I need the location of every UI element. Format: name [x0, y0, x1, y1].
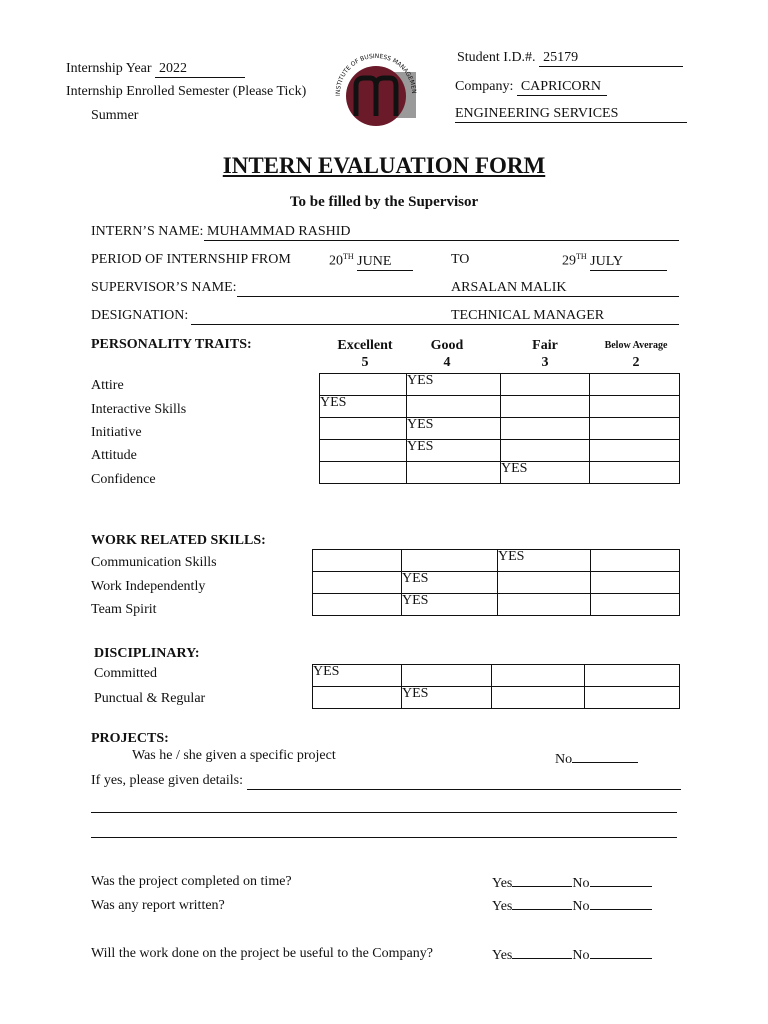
rating-cell[interactable]	[585, 665, 680, 687]
rating-cell[interactable]	[590, 462, 680, 484]
table-row	[313, 550, 680, 572]
company-line-2	[455, 106, 687, 123]
period-from-day: 20	[329, 253, 343, 269]
project-details-label: If yes, please given details:	[91, 773, 244, 788]
student-id-label: Student I.D.#.	[457, 50, 536, 65]
rating-cell[interactable]	[313, 572, 402, 594]
form-subtitle: To be filled by the Supervisor	[289, 194, 479, 210]
trait-label: Initiative	[91, 425, 142, 440]
project-specific-no[interactable]	[555, 748, 638, 768]
trait-label: Confidence	[91, 472, 156, 487]
trait-label: Attire	[91, 378, 124, 393]
period-label: PERIOD OF INTERNSHIP FROM	[91, 252, 291, 267]
rating-cell[interactable]	[492, 665, 585, 687]
company-value-1[interactable]: CAPRICORN	[517, 79, 607, 96]
period-from-month: JUNE	[357, 254, 413, 271]
table-row	[313, 572, 680, 594]
disciplinary-table	[312, 664, 680, 709]
rating-cell[interactable]	[501, 396, 590, 418]
period-to[interactable]	[562, 252, 667, 271]
no-label: No	[572, 899, 590, 914]
designation-line	[191, 324, 679, 325]
yes-blank[interactable]	[512, 895, 572, 910]
intern-name-line	[204, 240, 679, 241]
rating-cell[interactable]	[591, 550, 680, 572]
rating-cell[interactable]	[492, 687, 585, 709]
skill-label: Work Independently	[91, 579, 206, 594]
rating-cell[interactable]: YES	[320, 396, 407, 418]
period-from[interactable]	[329, 252, 413, 271]
projects-heading: PROJECTS:	[91, 731, 169, 746]
table-row	[320, 396, 680, 418]
internship-year	[66, 61, 245, 78]
rating-cell[interactable]	[407, 396, 501, 418]
trait-label: Interactive Skills	[91, 402, 187, 417]
work-skills-table	[312, 549, 680, 616]
rating-excellent	[325, 337, 405, 371]
logo-text: INSTITUTE OF BUSINESS MANAGEMEN	[334, 52, 418, 97]
question-report-written: Was any report written?	[91, 898, 225, 913]
form-title: INTERN EVALUATION FORM	[222, 153, 546, 178]
intern-name-value[interactable]: MUHAMMAD RASHID	[207, 224, 351, 239]
rating-below-num: 2	[632, 355, 640, 370]
period-from-sup: TH	[343, 252, 354, 261]
rating-good-num: 4	[443, 355, 451, 370]
rating-cell[interactable]	[402, 665, 492, 687]
yes-label: Yes	[492, 899, 513, 914]
rating-cell[interactable]: YES	[402, 572, 498, 594]
rating-fair-label: Fair	[532, 338, 558, 353]
table-row	[313, 665, 680, 687]
rating-excellent-num: 5	[361, 355, 369, 370]
supervisor-label: SUPERVISOR’S NAME:	[91, 280, 237, 295]
rating-cell[interactable]	[501, 440, 590, 462]
rating-good	[407, 337, 487, 371]
rating-cell[interactable]	[313, 594, 402, 616]
student-id	[457, 50, 683, 67]
no-label: No	[572, 948, 590, 963]
project-question-specific: Was he / she given a specific project	[132, 748, 336, 763]
personality-heading: PERSONALITY TRAITS:	[91, 337, 252, 352]
trait-label: Attitude	[91, 448, 137, 463]
rating-cell[interactable]: YES	[313, 665, 402, 687]
yes-blank[interactable]	[512, 872, 572, 887]
no-blank[interactable]	[590, 944, 652, 959]
table-row	[320, 418, 680, 440]
rating-cell[interactable]	[501, 374, 590, 396]
rating-fair	[505, 337, 585, 371]
yes-label: Yes	[492, 876, 513, 891]
student-id-value[interactable]: 25179	[539, 50, 683, 67]
rating-cell[interactable]	[501, 418, 590, 440]
intern-name-label: INTERN’S NAME:	[91, 224, 204, 239]
rating-cell[interactable]	[313, 550, 402, 572]
company-value-2[interactable]: ENGINEERING SERVICES	[455, 106, 687, 123]
no-label: No	[555, 752, 573, 767]
rating-cell[interactable]	[498, 594, 591, 616]
rating-good-label: Good	[430, 338, 464, 353]
rating-below-label: Below Average	[604, 340, 668, 351]
answer-completed-on-time[interactable]	[492, 872, 652, 892]
rating-excellent-label: Excellent	[337, 338, 393, 353]
period-to-day: 29	[562, 253, 576, 269]
table-row	[320, 374, 680, 396]
rating-cell[interactable]	[402, 550, 498, 572]
designation-label: DESIGNATION:	[91, 308, 189, 323]
question-completed-on-time: Was the project completed on time?	[91, 874, 292, 889]
rating-cell[interactable]	[590, 440, 680, 462]
rating-cell[interactable]: YES	[498, 550, 591, 572]
skill-label: Team Spirit	[91, 602, 157, 617]
company-label: Company:	[455, 79, 514, 94]
discipline-label: Punctual & Regular	[94, 691, 206, 706]
yes-label: Yes	[492, 948, 513, 963]
supervisor-line	[237, 296, 679, 297]
rating-fair-num: 3	[541, 355, 549, 370]
supervisor-value[interactable]: ARSALAN MALIK	[451, 280, 567, 295]
rating-cell[interactable]: YES	[407, 418, 501, 440]
company	[455, 79, 607, 96]
table-row	[320, 462, 680, 484]
rating-cell[interactable]: YES	[407, 440, 501, 462]
project-details-line[interactable]	[247, 789, 681, 790]
rating-cell[interactable]: YES	[407, 374, 501, 396]
disciplinary-heading: DISCIPLINARY:	[94, 646, 200, 661]
designation-value[interactable]: TECHNICAL MANAGER	[451, 308, 605, 323]
semester-label: Internship Enrolled Semester (Please Tick)	[66, 84, 307, 99]
table-row	[313, 687, 680, 709]
project-details-line[interactable]	[91, 812, 677, 813]
rating-cell[interactable]	[320, 462, 407, 484]
yes-blank[interactable]	[512, 944, 572, 959]
rating-cell[interactable]	[590, 374, 680, 396]
rating-cell[interactable]	[320, 418, 407, 440]
rating-cell[interactable]	[590, 396, 680, 418]
project-details-line[interactable]	[91, 837, 677, 838]
period-to-sup: TH	[576, 252, 587, 261]
rating-cell[interactable]	[590, 418, 680, 440]
no-blank[interactable]	[590, 895, 652, 910]
rating-below-average	[592, 337, 680, 371]
table-row	[320, 440, 680, 462]
rating-cell[interactable]: YES	[402, 687, 492, 709]
skill-label: Communication Skills	[91, 555, 217, 570]
institute-logo-icon	[330, 52, 422, 136]
answer-report-written[interactable]	[492, 895, 652, 915]
personality-rating-table	[319, 373, 680, 484]
no-blank[interactable]	[572, 748, 638, 763]
rating-cell[interactable]	[313, 687, 402, 709]
work-skills-heading: WORK RELATED SKILLS:	[91, 533, 266, 548]
rating-cell[interactable]: YES	[501, 462, 590, 484]
rating-cell[interactable]	[591, 572, 680, 594]
period-to-month: JULY	[590, 254, 667, 271]
question-useful-to-company: Will the work done on the project be useful to the Company?	[91, 946, 433, 961]
rating-cell[interactable]	[320, 440, 407, 462]
answer-useful-to-company[interactable]	[492, 944, 652, 964]
rating-cell[interactable]	[407, 462, 501, 484]
table-row	[313, 594, 680, 616]
rating-cell[interactable]: YES	[402, 594, 498, 616]
semester-value[interactable]: Summer	[91, 108, 139, 123]
rating-cell[interactable]	[498, 572, 591, 594]
discipline-label: Committed	[94, 666, 157, 681]
internship-year-value[interactable]: 2022	[155, 61, 245, 78]
no-blank[interactable]	[590, 872, 652, 887]
internship-year-label: Internship Year	[66, 61, 152, 76]
rating-cell[interactable]	[585, 687, 680, 709]
period-to-label: TO	[451, 252, 470, 267]
rating-cell[interactable]	[320, 374, 407, 396]
rating-cell[interactable]	[591, 594, 680, 616]
no-label: No	[572, 876, 590, 891]
